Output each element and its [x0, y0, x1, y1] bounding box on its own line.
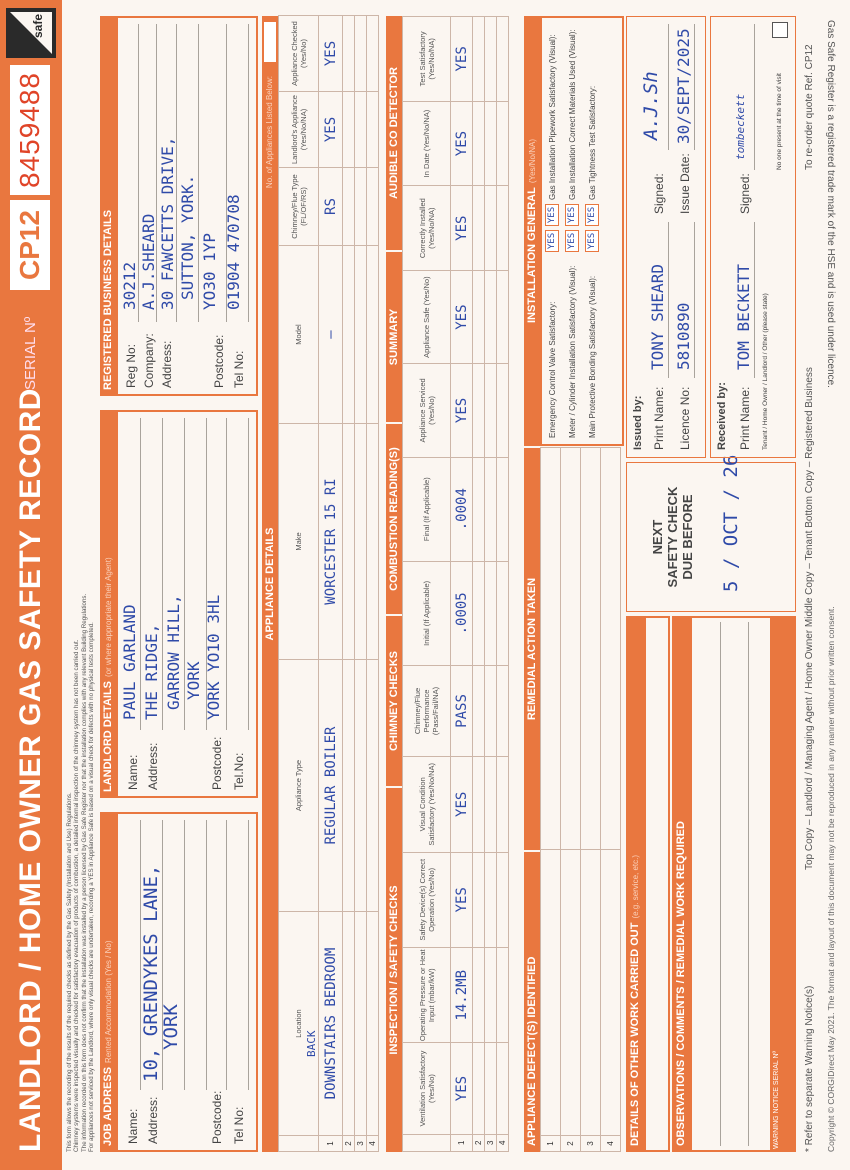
job-address-line1: 10, GRENDYKES LANE,: [140, 864, 162, 1082]
landlord-address-line: GARROW HILL,: [164, 594, 183, 710]
inspection-header: INSPECTION / SAFETY CHECKS: [386, 788, 402, 1152]
received-signature: tombeckett: [734, 93, 747, 160]
table-row: 3: [485, 17, 497, 1152]
intro-line: Chimney systems were inspected visually and checked for satisfactory evacuation of products of combustion, a detailed internal inspection of the chimney system has not been carried out.: [73, 639, 81, 1152]
column-header: Operating Pressure or Heat Input (mbar/kW): [403, 948, 451, 1043]
appliance-details-table: [278, 15, 379, 1152]
landlord-address-line: YORK: [184, 661, 203, 700]
co-in-date-value: YES: [451, 101, 473, 186]
issued-print-label: Print Name:: [652, 386, 666, 450]
landlord-address-line: YORK YO10 3HL: [204, 594, 223, 720]
landlord-address-label: Address:: [146, 742, 160, 790]
defects-header: APPLIANCE DEFECT(S) IDENTIFIED: [524, 852, 540, 1152]
general-check-box[interactable]: YES: [565, 204, 579, 226]
business-tel-label: Tel No:: [232, 350, 246, 388]
appliance-serviced-value: YES: [451, 364, 473, 457]
received-print-name: TOM BECKETT: [734, 264, 753, 370]
form-code: CP12: [10, 200, 50, 290]
issued-by-label: Issued by:: [632, 395, 644, 450]
general-check-label: Meter / Cylinder Installation Satisfactory (Visual):: [568, 265, 577, 438]
business-address-line: SUTTON, YORK.: [178, 174, 197, 300]
co-detector-header: AUDIBLE CO DETECTOR: [386, 16, 402, 250]
flue-performance-value: PASS: [451, 665, 473, 756]
column-header: Ventilation Satisfactory (Yes/No): [403, 1043, 451, 1134]
copy-distribution: Top Copy – Landlord / Managing Agent / Home Owner Middle Copy – Tenant Bottom Copy – Registered Business: [804, 367, 815, 870]
reorder-reference: To re-order quote Ref. CP12: [804, 44, 815, 170]
appliance-flue-type: RS: [319, 168, 343, 246]
gas-safe-logo: [6, 8, 56, 58]
licence-label: Licence No:: [678, 386, 692, 450]
observations-header: OBSERVATIONS / COMMENTS / REMEDIAL WORK REQUIRED: [672, 616, 690, 1152]
appliance-make: WORCESTER 15 RI: [319, 424, 343, 660]
final-reading-value: .0004: [451, 457, 473, 561]
job-tel-label: Tel No:: [232, 1106, 246, 1144]
issued-signed-label: Signed:: [652, 173, 666, 214]
trademark-text: Gas Safe Register is a registered trade mark of the HSE and is used under licence.: [825, 20, 836, 388]
remedial-header: REMEDIAL ACTION TAKEN: [524, 448, 540, 850]
landlord-tel-label: Tel.No:: [232, 752, 246, 790]
reg-no: 30212: [120, 261, 139, 310]
table-row: 2: [561, 448, 581, 1152]
next-check-date: 5 / OCT / 26: [720, 454, 742, 592]
copyright-text: Copyright © CORGIDirect May 2021. The format and layout of this document may not be reproduced in any manner without prior written consent.: [826, 606, 836, 1152]
logo-text: safe: [31, 13, 45, 39]
column-header: Correctly Installed (Yes/No/NA): [403, 186, 451, 271]
reg-no-label: Reg No:: [124, 343, 138, 388]
general-check-box[interactable]: YES: [545, 230, 559, 252]
table-row: 1: [541, 448, 561, 1152]
landlord-postcode-label: Postcode:: [210, 736, 224, 790]
column-header: Visual Condition Satisfactory (Yes/No/NA): [403, 757, 451, 852]
table-row: 2: [473, 17, 485, 1152]
general-check-box[interactable]: YES: [585, 230, 599, 252]
other-work-header: DETAILS OF OTHER WORK CARRIED OUT(e.g. service, etc.): [626, 616, 644, 1152]
business-address-line: 30 FAWCETTS DRIVE,: [158, 136, 177, 310]
job-address-label: Address:: [146, 1096, 160, 1144]
job-name-label: Name:: [126, 1108, 140, 1144]
appliance-type: REGULAR BOILER: [319, 660, 343, 912]
appliance-checked: YES: [319, 16, 343, 92]
business-tel: 01904 470708: [224, 194, 243, 310]
column-header: Safety Device(s) Correct Operation (Yes/No): [403, 852, 451, 947]
general-check-label: Gas Tightness Test Satisfactory:: [588, 85, 597, 200]
column-header: Appliance Safe (Yes/No): [403, 270, 451, 363]
no-one-present-note: No one present at the time of visit: [776, 73, 783, 170]
ventilation-value: YES: [451, 1043, 473, 1134]
co-installed-value: YES: [451, 186, 473, 271]
column-header: Location: [279, 912, 319, 1136]
general-check-box[interactable]: YES: [545, 204, 559, 226]
other-work-box: [644, 616, 670, 1152]
intro-line: The information recorded on this form does not confirm that the installation was installed by a person licensed by Gas Safe Register nor that the installation complies with any relevant Building Regulations.: [80, 593, 88, 1152]
column-header: Make: [279, 424, 319, 660]
warning-notice-box: [770, 616, 796, 1152]
serial-label: SERIAL Nº: [22, 316, 39, 390]
table-row: 3: [355, 16, 367, 1152]
co-test-value: YES: [451, 17, 473, 102]
intro-text: [66, 532, 95, 1152]
chimney-checks-header: CHIMNEY CHECKS: [386, 616, 402, 786]
received-signed-label: Signed:: [738, 173, 752, 214]
warning-reference: * Refer to separate Warning Notice(s): [804, 985, 815, 1152]
received-print-label: Print Name:: [738, 386, 752, 450]
general-check-label: Emergency Control Valve Satisfactory:: [548, 301, 557, 438]
column-header: Appliance Serviced (Yes/No): [403, 364, 451, 457]
business-address-label: Address:: [160, 340, 174, 388]
general-check-label: Gas Installation Correct Materials Used (Visual):: [568, 29, 577, 200]
general-check-box[interactable]: YES: [585, 204, 599, 226]
initial-reading-value: .0005: [451, 561, 473, 665]
appliance-model: —: [319, 246, 343, 424]
landlord-name: PAUL GARLAND: [120, 604, 139, 720]
summary-header: SUMMARY: [386, 252, 402, 422]
table-row: 4: [497, 17, 509, 1152]
general-check-box[interactable]: YES: [565, 230, 579, 252]
intro-line: For appliances not serviced by the Landlord, where only visual checks are undertaken, recording a YES in Appliance Safe is based on a visual check for defects with no physical tests completed.: [87, 622, 95, 1152]
business-postcode: YO30 1YP: [200, 232, 219, 310]
table-row: 1 YES 14.2MB YES YES PASS .0005 .0004 YES YES YES YES YES: [451, 17, 473, 1152]
landlords-appliance: YES: [319, 92, 343, 168]
job-address-box: [116, 812, 258, 1152]
landlord-name-label: Name:: [126, 754, 140, 790]
table-row: 2: [343, 16, 355, 1152]
issue-date: 30/SEPT/2025: [674, 28, 693, 144]
business-header: REGISTERED BUSINESS DETAILS: [100, 16, 116, 396]
issue-date-label: Issue Date:: [678, 153, 692, 214]
table-row: [319, 16, 343, 1152]
job-address-line2: YORK: [160, 1004, 182, 1050]
table-row: 4: [601, 448, 621, 1152]
column-header: Appliance Type: [279, 660, 319, 912]
column-header: Chimney/Flue Type (FL/OF/RS): [279, 168, 319, 246]
general-check-label: Main Protective Bonding Satisfactory (Visual):: [588, 275, 597, 438]
column-header: Appliance Checked (Yes/No): [279, 16, 319, 92]
defects-table: [540, 447, 621, 1152]
column-header: Final (If Applicable): [403, 457, 451, 561]
appliance-safe-value: YES: [451, 270, 473, 363]
received-role-note: Tenant / Home Owner / Landlord / Other (please state): [762, 293, 769, 450]
table-row: 4: [367, 16, 379, 1152]
landlord-header: LANDLORD DETAILS(or where appropriate their Agent): [100, 410, 116, 798]
business-postcode-label: Postcode:: [212, 334, 226, 388]
job-postcode-label: Postcode:: [210, 1090, 224, 1144]
safety-device-value: YES: [451, 852, 473, 947]
job-address-header: JOB ADDRESSRented Accommodation (Yes / No): [100, 812, 116, 1152]
combustion-header: COMBUSTION READING(S): [386, 424, 402, 614]
column-header: Landlord's Appliance (Yes/No/NA): [279, 92, 319, 168]
company-label: Company:: [142, 333, 156, 388]
table-row: 3: [581, 448, 601, 1152]
issued-print-name: TONY SHEARD: [648, 264, 667, 370]
no-one-present-checkbox[interactable]: [772, 22, 788, 38]
operating-pressure-value: 14.2MB: [451, 948, 473, 1043]
appliance-count-box: [264, 22, 276, 62]
column-header: Chimney/Flue Performance (Pass/Fail/NA): [403, 665, 451, 756]
visual-condition-value: YES: [451, 757, 473, 852]
serial-number: 8459488: [10, 65, 50, 195]
next-check-label: NEXT SAFETY CHECK DUE BEFORE: [650, 486, 695, 588]
appliance-details-header: APPLIANCE DETAILS No. of Appliances Listed Below:: [262, 16, 278, 1152]
column-header: Test Satisfactory (Yes/No/NA): [403, 17, 451, 102]
appliance-location: BACK DOWNSTAIRS BEDROOM: [319, 912, 343, 1136]
row-number: 1: [319, 1136, 343, 1152]
column-header: In Date (Yes/No/NA): [403, 101, 451, 186]
received-by-label: Received by:: [716, 382, 728, 450]
column-header: Initial (If Applicable): [403, 561, 451, 665]
company-name: A.J.SHEARD: [139, 213, 158, 310]
inspection-table: [402, 16, 509, 1152]
column-header: Model: [279, 246, 319, 424]
general-check-label: Gas Installation Pipework Satisfactory (Visual):: [548, 34, 557, 200]
warning-notice-label: WARNING NOTICE SERIAL Nº: [773, 1050, 780, 1149]
licence-number: 5810890: [674, 302, 693, 370]
installation-general-header: INSTALLATION GENERAL(Yes/No/NA): [524, 16, 540, 446]
issued-signature: A.J.Sh: [640, 71, 662, 140]
landlord-address-line: THE RIDGE,: [142, 623, 161, 720]
appliance-location-top: BACK: [305, 1030, 318, 1057]
form-title: LANDLORD / HOME OWNER GAS SAFETY RECORD: [14, 388, 47, 1152]
intro-line: This form allows the recording of the results of the required checks as defined by the Gas Safety (Installation and Use) Regulations.: [66, 792, 73, 1152]
